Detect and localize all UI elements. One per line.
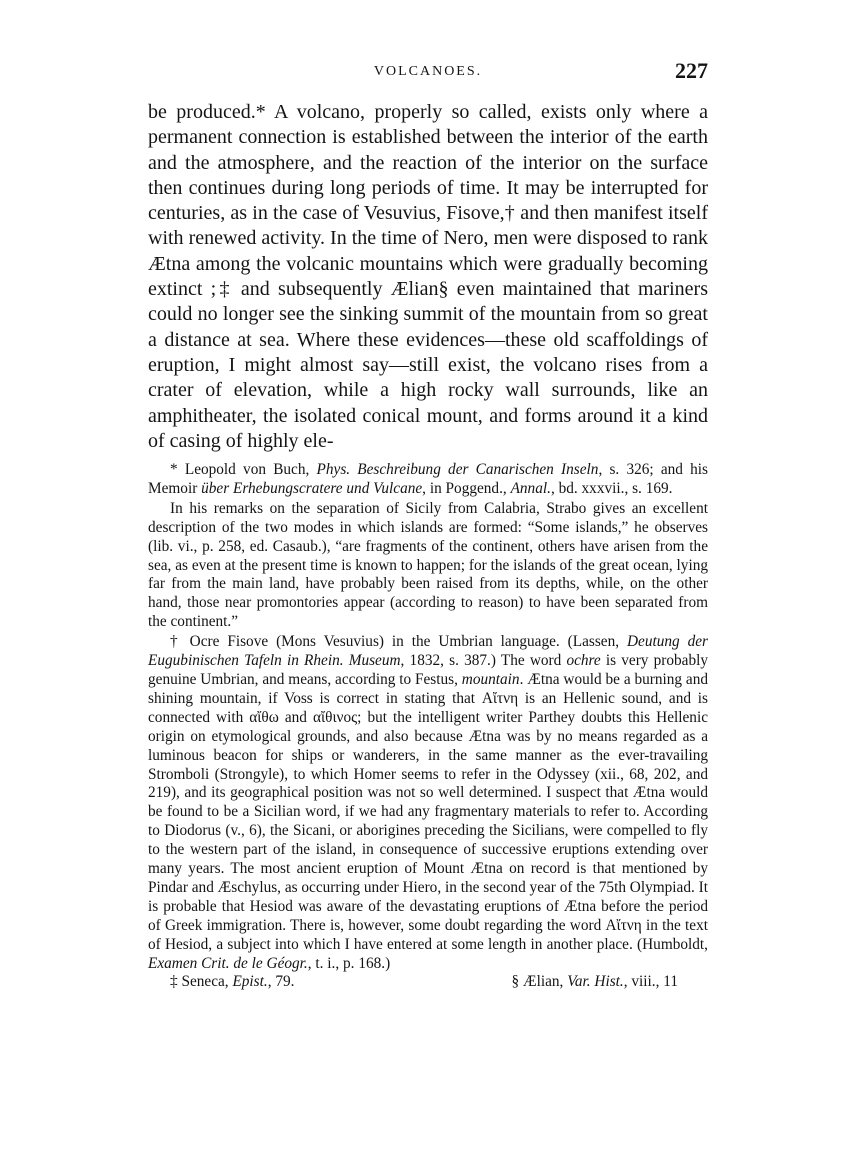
footnote-text: § Ælian, bbox=[511, 973, 568, 991]
footnote-title: Examen Crit. de le Géogr. bbox=[148, 954, 308, 972]
footnote-title: Phys. Beschreibung der Canarischen Inseln bbox=[316, 461, 599, 478]
footnote-section bbox=[512, 973, 678, 992]
footnote-text: . Ætna would be a burning and shining mountain, if Voss is correct in stating that Αἴτνη is an Hellenic sound, and is connected with αἴθω and αἴθινος; but the intelligent writer Parthey doubts this Hellenic origin on etymological grounds, and also because Ætna was by no means regarded as a luminous beacon for ships or wanderers, in the same manner as the ever-travailing Stromboli (Strongyle), to which Homer seems to refer in the Odyssey (xii., 68, 202, and 219), and its geographical position was not so well determined. I suspect that Ætna would be found to be a Sicilian word, if we had any fragmentary materials to refer to. According to Diodorus (v., 6), the Sicani, or aborigines preceding the Sicilians, were compelled to fly to the western part of the island, in consequence of successive eruptions extending over many years. The most ancient eruption of Mount Ætna on record is that mentioned by Pindar and Æschylus, as occurring under Hiero, in the second year of the 75th Olympiad. It is probable that Hesiod was aware of the devastating eruptions of Ætna before the period of Greek immigration. There is, however, some doubt regarding the word Αἴτνη in the text of Hesiod, a subject into which I have entered at some length in another place. (Humboldt, bbox=[148, 670, 709, 953]
page-header bbox=[148, 58, 708, 88]
page-number: 227 bbox=[675, 58, 708, 83]
footnote-strabo: In his remarks on the separation of Sicily from Calabria, Strabo gives an excellent description of the two modes in which islands are formed: “Some islands,” he observes (lib. vi., p. 258, ed. Casaub.), “are fragments of the continent, others have arisen from the sea, as even at the present time is known to happen; for the islands of the great ocean, lying far from the main land, have probably been raised from its depths, while, on the other hand, those near promontories appear (according to reason) to have been separated from the continent.” bbox=[148, 499, 708, 631]
footnote-text: , 79. bbox=[267, 973, 295, 991]
footnote-title: Epist. bbox=[232, 973, 268, 991]
footnote-title: Deutung der Eugubinischen Tafeln in Rhein. Museum bbox=[148, 633, 708, 670]
footnote-text: * Leopold von Buch, bbox=[170, 461, 317, 478]
footnote-text: ‡ Seneca, bbox=[170, 973, 233, 991]
footnote-text: is very probably genuine Umbrian, and means, according to Festus, bbox=[148, 652, 708, 688]
body-paragraph: be produced.* A volcano, properly so called, exists only where a permanent connection is established between the interior of the earth and the atmosphere, and the reaction of the interior on the surface then continues during long periods of time. It may be interrupted for centuries, as in the case of Vesuvius, Fisove,† and then manifest itself with renewed activity. In the time of Nero, men were disposed to rank Ætna among the volcanic mountains which were gradually becoming extinct ;‡ and subsequently Ælian§ even maintained that mariners could no longer see the sinking summit of the mountain from so great a distance at sea. Where these evidences—these old scaffoldings of eruption, I might almost say—still exist, the volcano rises from a crater of elevation, while a high rocky wall surrounds, like an amphitheater, the isolated conical mount, and forms around it a kind of casing of highly ele- bbox=[148, 101, 708, 452]
footnote-term: mountain bbox=[461, 670, 520, 688]
main-text bbox=[148, 100, 708, 454]
footnote-term: ochre bbox=[566, 652, 601, 670]
footnote-text: , t. i., p. 168.) bbox=[307, 954, 391, 972]
footnote-text: , 1832, s. 387.) The word bbox=[400, 652, 567, 670]
footnotes bbox=[148, 461, 708, 992]
footnote-text: , bd. xxxvii., s. 169. bbox=[550, 479, 673, 497]
footnote-star bbox=[148, 461, 708, 499]
footnote-dagger bbox=[148, 633, 708, 973]
footnote-text: , in Poggend., bbox=[422, 479, 511, 497]
running-title: VOLCANOES. bbox=[373, 64, 483, 79]
footnote-title: über Erhebungscratere und Vulcane bbox=[201, 479, 423, 497]
footnote-text: † Ocre Fisove (Mons Vesuvius) in the Umbrian language. (Lassen, bbox=[170, 633, 627, 651]
footnote-title: Annal. bbox=[510, 479, 551, 497]
footnote-double-dagger bbox=[170, 973, 295, 992]
footnote-text: , viii., 11 bbox=[623, 973, 678, 991]
footnote-title: Var. Hist. bbox=[567, 973, 624, 991]
footnote-text: , s. 326; and his Memoir bbox=[148, 461, 709, 497]
footnote-final-line bbox=[148, 973, 708, 992]
